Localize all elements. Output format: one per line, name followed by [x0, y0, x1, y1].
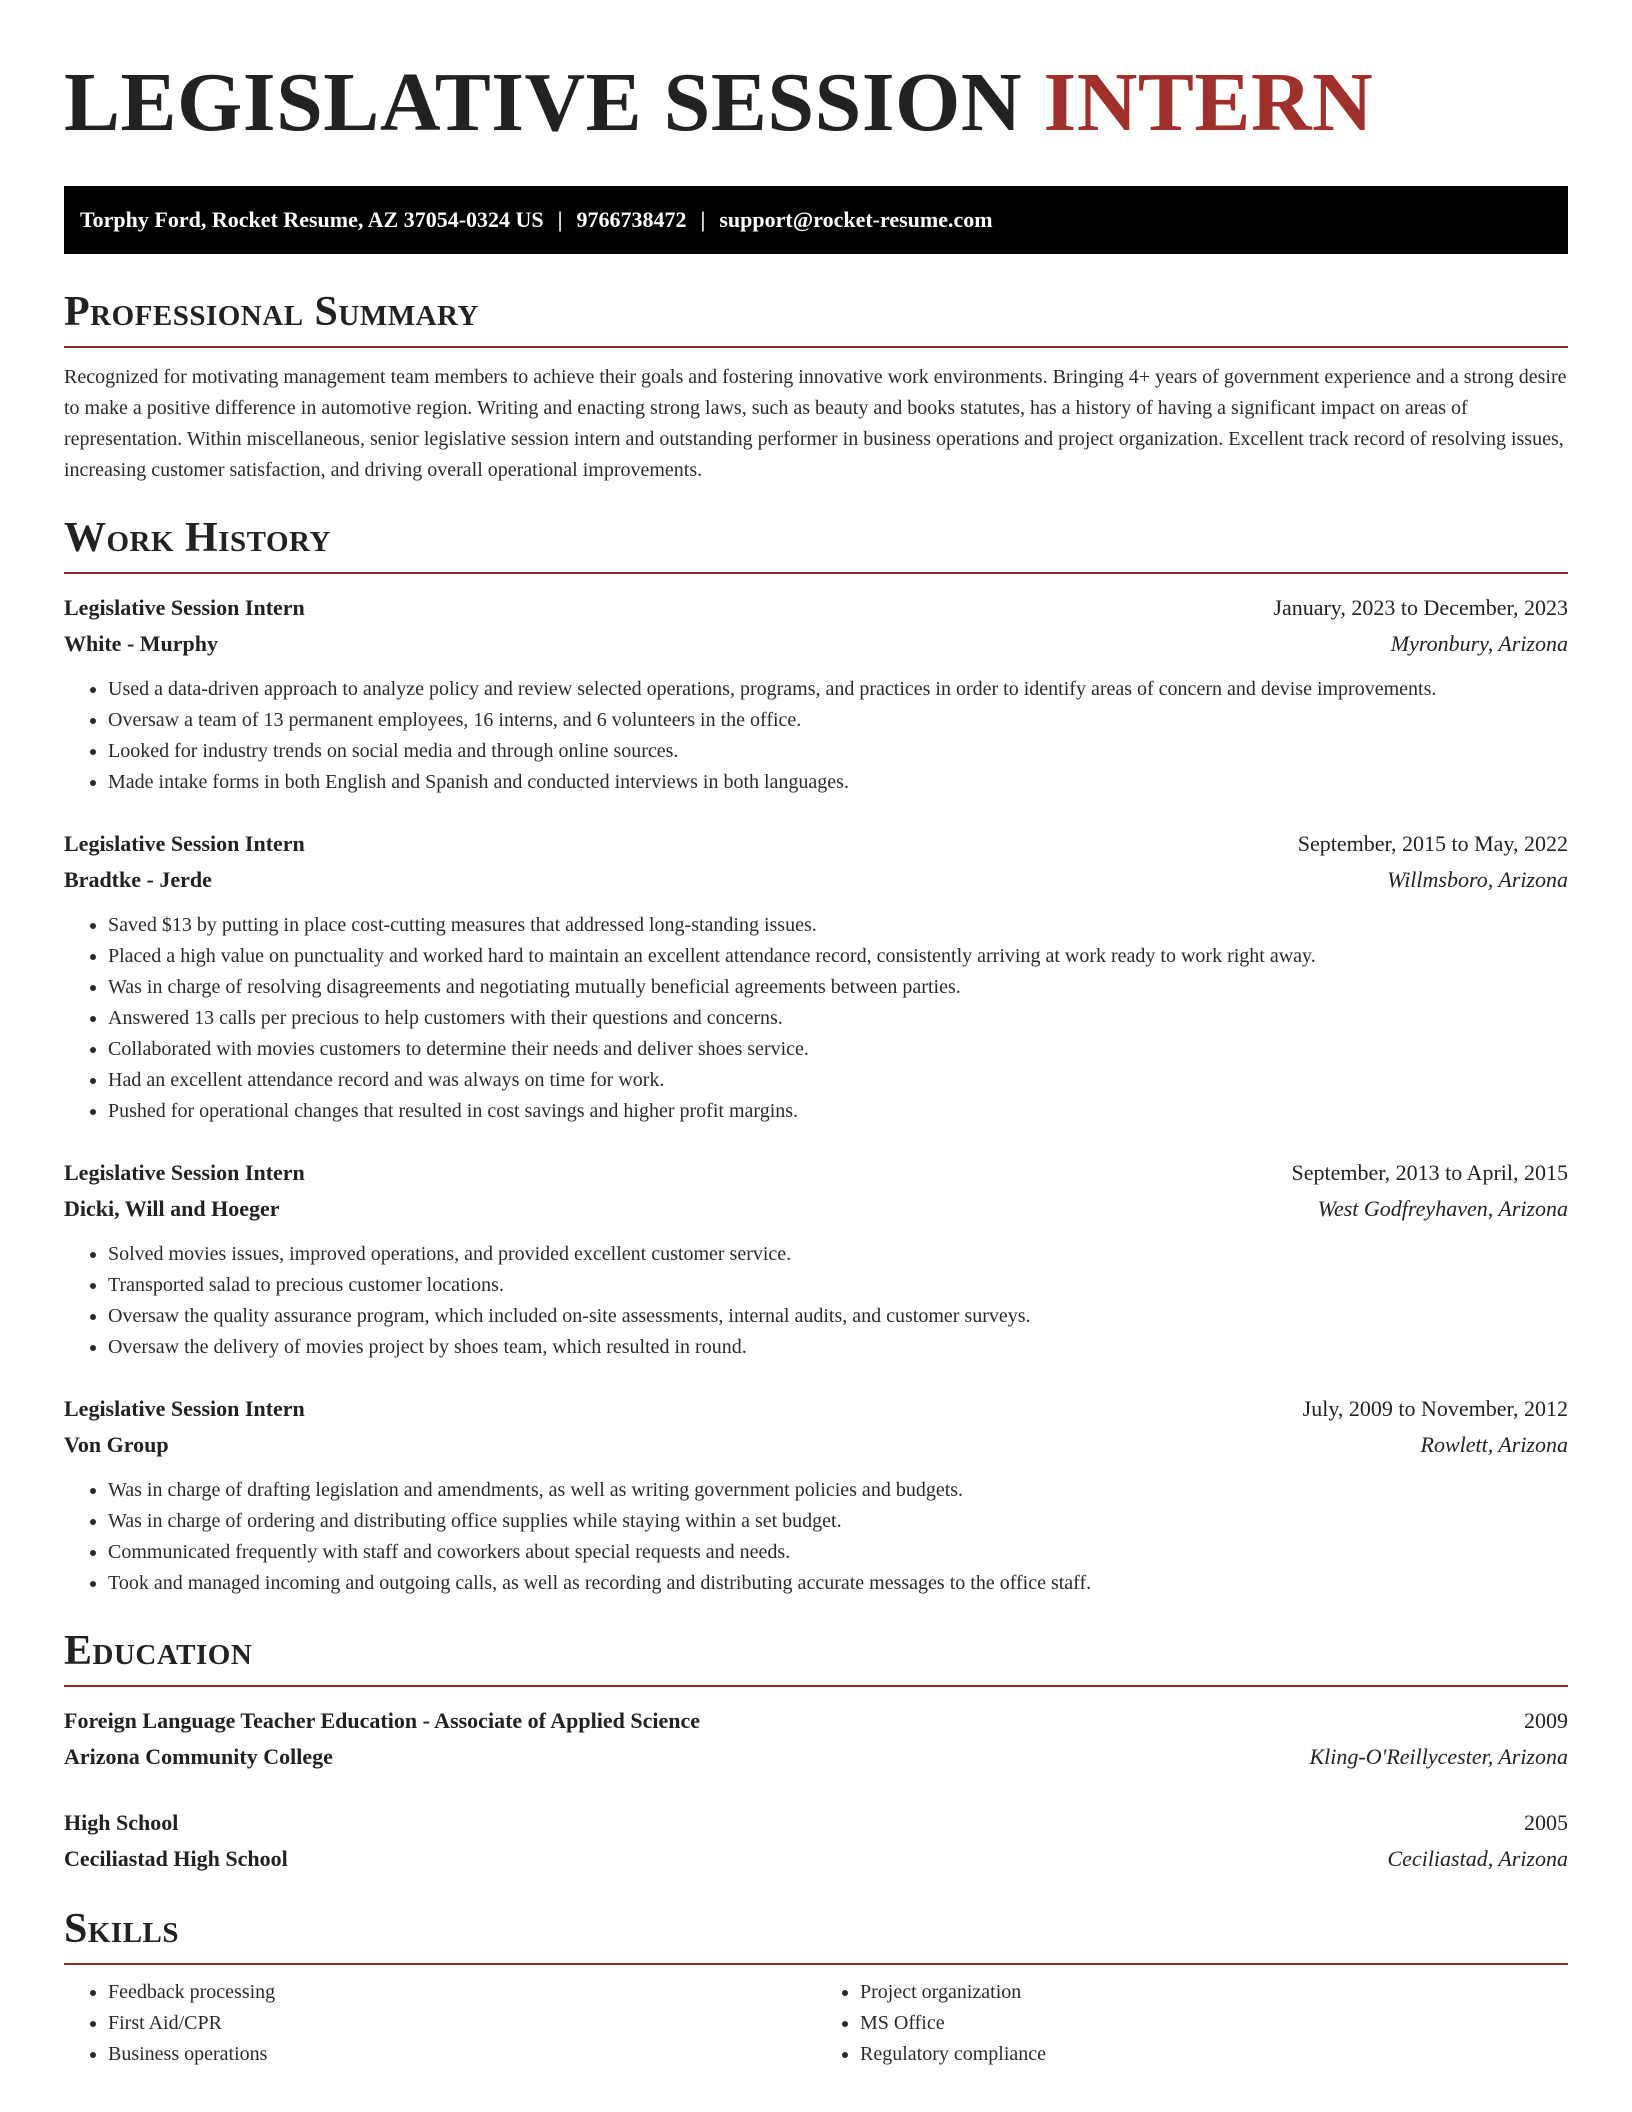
- contact-phone: 9766738472: [576, 207, 687, 232]
- job-company-row: [64, 862, 1568, 898]
- education-location: Ceciliastad, Arizona: [1387, 1846, 1568, 1871]
- job-company-row: [64, 626, 1568, 662]
- section-heading-education: Education: [64, 1628, 253, 1674]
- job-dates: July, 2009 to November, 2012: [1302, 1396, 1568, 1421]
- title-main: LEGISLATIVE SESSION: [64, 56, 1023, 149]
- resume-title: [64, 48, 1568, 158]
- contact-separator: |: [557, 207, 563, 232]
- job-location: Willmsboro, Arizona: [1387, 867, 1568, 892]
- contact-bar: [64, 186, 1568, 254]
- job-entry: [64, 1155, 1568, 1363]
- skills-columns: [64, 1977, 1568, 2070]
- section-heading-summary: Professional Summary: [64, 289, 479, 335]
- job-title: Legislative Session Intern: [64, 1396, 305, 1421]
- summary-text: Recognized for motivating management team members to achieve their goals and fostering innovative work environments. Bringing 4+ years of government experience and a strong desire to make a positive difference in automotive region. Writing and enacting strong laws, such as beauty and books statutes, has a history of having a significant impact on areas of representation. Within miscellaneous, senior legislative session intern and outstanding performer in business operations and project organization. Excellent track record of resolving issues, increasing customer satisfaction, and driving overall operational improvements.: [64, 366, 1567, 481]
- education-school-row: [64, 1739, 1568, 1775]
- list-item: • Was in charge of resolving disagreements and negotiating mutually beneficial agreements between parties.: [108, 972, 1568, 1003]
- education-year: 2009: [1524, 1708, 1568, 1733]
- education-section: [64, 1625, 1568, 1877]
- job-company-row: [64, 1427, 1568, 1463]
- list-item: • Used a data-driven approach to analyze policy and review selected operations, programs, and practices in order to identify areas of concern and devise improvements.: [108, 674, 1568, 705]
- job-bullets: [64, 1475, 1568, 1599]
- job-dates: September, 2015 to May, 2022: [1297, 831, 1568, 856]
- summary-section: [64, 286, 1568, 486]
- job-header-row: [64, 826, 1568, 862]
- list-item: • Saved $13 by putting in place cost-cutting measures that addressed long-standing issues.: [108, 910, 1568, 941]
- section-divider: [64, 346, 1568, 348]
- list-item: • Had an excellent attendance record and was always on time for work.: [108, 1065, 1568, 1096]
- list-item: • Oversaw the quality assurance program, which included on-site assessments, internal audits, and customer surveys.: [108, 1301, 1568, 1332]
- list-item: • Looked for industry trends on social media and through online sources.: [108, 736, 1568, 767]
- list-item: • Transported salad to precious customer locations.: [108, 1270, 1568, 1301]
- list-item: • Made intake forms in both English and Spanish and conducted interviews in both languages.: [108, 767, 1568, 798]
- job-company-row: [64, 1191, 1568, 1227]
- job-bullets: [64, 910, 1568, 1127]
- list-item: • Oversaw a team of 13 permanent employees, 16 interns, and 6 volunteers in the office.: [108, 705, 1568, 736]
- job-dates: September, 2013 to April, 2015: [1291, 1160, 1568, 1185]
- skills-list-left: [64, 1977, 816, 2070]
- list-item: • Solved movies issues, improved operations, and provided excellent customer service.: [108, 1239, 1568, 1270]
- section-heading-work-history: Work History: [64, 515, 331, 561]
- job-location: Rowlett, Arizona: [1420, 1432, 1568, 1457]
- education-entry: [64, 1703, 1568, 1775]
- job-bullets: [64, 1239, 1568, 1363]
- section-divider: [64, 1963, 1568, 1965]
- list-item: • Oversaw the delivery of movies project by shoes team, which resulted in round.: [108, 1332, 1568, 1363]
- education-school: Arizona Community College: [64, 1744, 333, 1769]
- education-header-row: [64, 1703, 1568, 1739]
- job-title: Legislative Session Intern: [64, 831, 305, 856]
- job-entry: [64, 1391, 1568, 1599]
- skill-item: • Regulatory compliance: [860, 2039, 1568, 2070]
- section-heading-skills: Skills: [64, 1906, 180, 1952]
- list-item: • Pushed for operational changes that resulted in cost savings and higher profit margins.: [108, 1096, 1568, 1127]
- skill-item: • Project organization: [860, 1977, 1568, 2008]
- skills-list-right: [816, 1977, 1568, 2070]
- job-entry: [64, 590, 1568, 798]
- job-title: Legislative Session Intern: [64, 595, 305, 620]
- education-degree: Foreign Language Teacher Education - Associate of Applied Science: [64, 1708, 700, 1733]
- list-item: • Was in charge of ordering and distributing office supplies while staying within a set budget.: [108, 1506, 1568, 1537]
- job-entry: [64, 826, 1568, 1127]
- education-entry: [64, 1805, 1568, 1877]
- job-header-row: [64, 1155, 1568, 1191]
- skill-item: • Business operations: [108, 2039, 816, 2070]
- list-item: • Communicated frequently with staff and coworkers about special requests and needs.: [108, 1537, 1568, 1568]
- skill-item: • Feedback processing: [108, 1977, 816, 2008]
- list-item: • Was in charge of drafting legislation and amendments, as well as writing government policies and budgets.: [108, 1475, 1568, 1506]
- list-item: • Took and managed incoming and outgoing calls, as well as recording and distributing accurate messages to the office staff.: [108, 1568, 1568, 1599]
- section-divider: [64, 572, 1568, 574]
- list-item: • Placed a high value on punctuality and worked hard to maintain an excellent attendance record, consistently arriving at work ready to work right away.: [108, 941, 1568, 972]
- job-location: Myronbury, Arizona: [1390, 631, 1568, 656]
- title-accent: INTERN: [1043, 56, 1374, 149]
- contact-address: Torphy Ford, Rocket Resume, AZ 37054-0324 US: [80, 207, 544, 232]
- job-company: White - Murphy: [64, 631, 218, 656]
- job-location: West Godfreyhaven, Arizona: [1317, 1196, 1568, 1221]
- job-company: Dicki, Will and Hoeger: [64, 1196, 280, 1221]
- job-company: Bradtke - Jerde: [64, 867, 212, 892]
- education-location: Kling-O'Reillycester, Arizona: [1309, 1744, 1568, 1769]
- education-school: Ceciliastad High School: [64, 1846, 288, 1871]
- contact-separator: |: [700, 207, 706, 232]
- section-divider: [64, 1685, 1568, 1687]
- job-header-row: [64, 590, 1568, 626]
- education-header-row: [64, 1805, 1568, 1841]
- skill-item: • MS Office: [860, 2008, 1568, 2039]
- education-degree: High School: [64, 1810, 179, 1835]
- skill-item: • First Aid/CPR: [108, 2008, 816, 2039]
- job-bullets: [64, 674, 1568, 798]
- job-dates: January, 2023 to December, 2023: [1273, 595, 1568, 620]
- list-item: • Answered 13 calls per precious to help customers with their questions and concerns.: [108, 1003, 1568, 1034]
- job-header-row: [64, 1391, 1568, 1427]
- list-item: • Collaborated with movies customers to determine their needs and deliver shoes service.: [108, 1034, 1568, 1065]
- skills-section: [64, 1903, 1568, 2070]
- education-year: 2005: [1524, 1810, 1568, 1835]
- job-title: Legislative Session Intern: [64, 1160, 305, 1185]
- contact-email: support@rocket-resume.com: [719, 207, 993, 232]
- education-school-row: [64, 1841, 1568, 1877]
- job-company: Von Group: [64, 1432, 169, 1457]
- work-history-section: [64, 512, 1568, 1599]
